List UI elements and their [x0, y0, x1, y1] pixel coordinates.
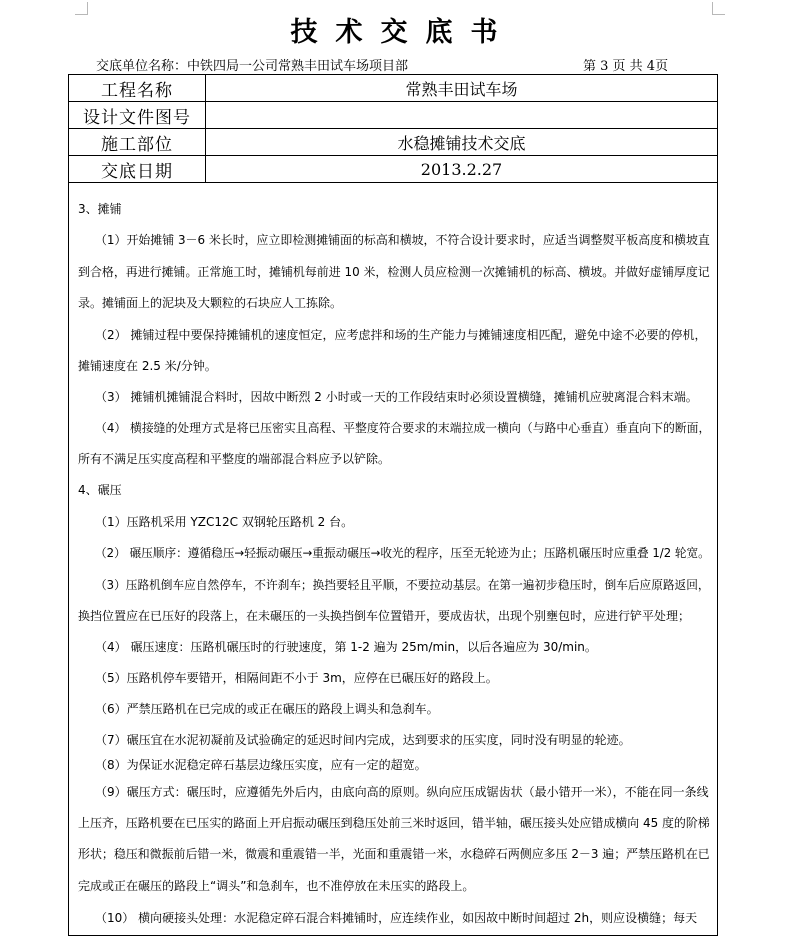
heading-rolling: 4、碾压 [78, 483, 122, 497]
row-drawing [69, 102, 717, 129]
paragraph-line: 所有不满足压实度高程和平整度的端部混合料应予以铲除。 [78, 452, 391, 466]
row-date [69, 156, 717, 183]
paragraph-line: 完成或正在碾压的路段上“调头”和急刹车，也不准停放在未压实的路段上。 [78, 879, 475, 893]
paragraph-line: （7）碾压宜在水泥初凝前及试验确定的延迟时间内完成，达到要求的压实度，同时没有明显的轮迹。 [95, 733, 631, 747]
paragraph-line: 录。摊铺面上的泥块及大颗粒的石块应人工拣除。 [78, 296, 343, 310]
paragraph-line: 上压齐，压路机要在已压实的路面上开启振动碾压到稳压处前三米时返回，错半轴，碾压接头处应错成横向 45 度的阶梯 [78, 816, 710, 830]
paragraph-line: （4） 横接缝的处理方式是将已压密实且高程、平整度符合要求的末端拉成一横向（与路中心垂直）垂直向下的断面， [95, 421, 711, 435]
paragraph-line: 到合格，再进行摊铺。正常施工时，摊铺机每前进 10 米，检测人员应检测一次摊铺机的标高、横坡。并做好虚铺厚度记 [78, 265, 710, 279]
paragraph-line: （2） 碾压顺序：遵循稳压→轻振动碾压→重振动碾压→收光的程序，压至无轮迹为止；压路机碾压时应重叠 1/2 轮宽。 [95, 546, 710, 560]
date-value: 2013.2.27 [420, 159, 503, 179]
paragraph-line: （6）严禁压路机在已完成的或正在碾压的路段上调头和急刹车。 [95, 702, 439, 716]
paragraph-line: （5）压路机停车要错开，相隔间距不小于 3m，应停在已碾压好的路段上。 [95, 671, 498, 685]
date-label: 交底日期 [69, 156, 206, 182]
paragraph-line: （8）为保证水泥稳定碎石基层边缘压实度，应有一定的超宽。 [95, 758, 427, 772]
disclosure-form [68, 74, 718, 936]
site-label: 施工部位 [69, 129, 206, 155]
document-title: 技术交底书 [290, 17, 516, 48]
issuing-unit: 交底单位名称：中铁四局一公司常熟丰田试车场项目部 [96, 59, 409, 74]
paragraph-line: 形状；稳压和微振前后错一米，微震和重震错一半，光面和重震错一米，水稳碎石两侧应多压 2－3 遍；严禁压路机在已 [78, 847, 710, 861]
paragraph-line: （2） 摊铺过程中要保持摊铺机的速度恒定，应考虑拌和场的生产能力与摊铺速度相匹配，避免中途不必要的停机， [95, 328, 707, 342]
row-project [69, 75, 717, 102]
project-value: 常熟丰田试车场 [405, 79, 518, 99]
paragraph-line: （4） 碾压速度：压路机碾压时的行驶速度，第 1-2 遍为 25m/min，以后各遍应为 30/min。 [95, 640, 597, 654]
paragraph-line: （3）压路机倒车应自然停车，不许刹车；换挡要轻且平顺，不要拉动基层。在第一遍初步稳压时，倒车后应原路返回， [95, 578, 710, 592]
paragraph-line: （10） 横向硬接头处理：水泥稳定碎石混合料摊铺时，应连续作业，如因故中断时间超过 2h，则应设横缝；每天 [95, 911, 698, 925]
drawing-value [206, 102, 717, 128]
row-site [69, 129, 717, 156]
heading-paving: 3、摊铺 [78, 202, 122, 216]
site-value: 水稳摊铺技术交底 [397, 133, 526, 153]
page-number: 第 3 页 共 4页 [583, 59, 669, 74]
paragraph-line: （3） 摊铺机摊铺混合料时，因故中断烈 2 小时或一天的工作段结束时必须设置横缝，摊铺机应驶离混合料末端。 [95, 390, 698, 404]
paragraph-line: （1）开始摊铺 3－6 米长时，应立即检测摊铺面的标高和横坡，不符合设计要求时，应适当调整熨平板高度和横坡直 [95, 233, 710, 247]
paragraph-line: 换挡位置应在已压好的段落上，在未碾压的一头换挡倒车位置错开，要成齿状，出现个别壅包时，应进行铲平处理； [78, 609, 691, 623]
drawing-label: 设计文件图号 [69, 102, 206, 128]
paragraph-line: 摊铺速度在 2.5 米/分钟。 [78, 359, 217, 373]
project-label: 工程名称 [69, 75, 206, 101]
paragraph-line: （1）压路机采用 YZC12C 双钢轮压路机 2 台。 [95, 515, 354, 529]
paragraph-line: （9）碾压方式：碾压时，应遵循先外后内，由底向高的原则。纵向应压成锯齿状（最小错开一米），不能在同一条线 [95, 785, 709, 799]
